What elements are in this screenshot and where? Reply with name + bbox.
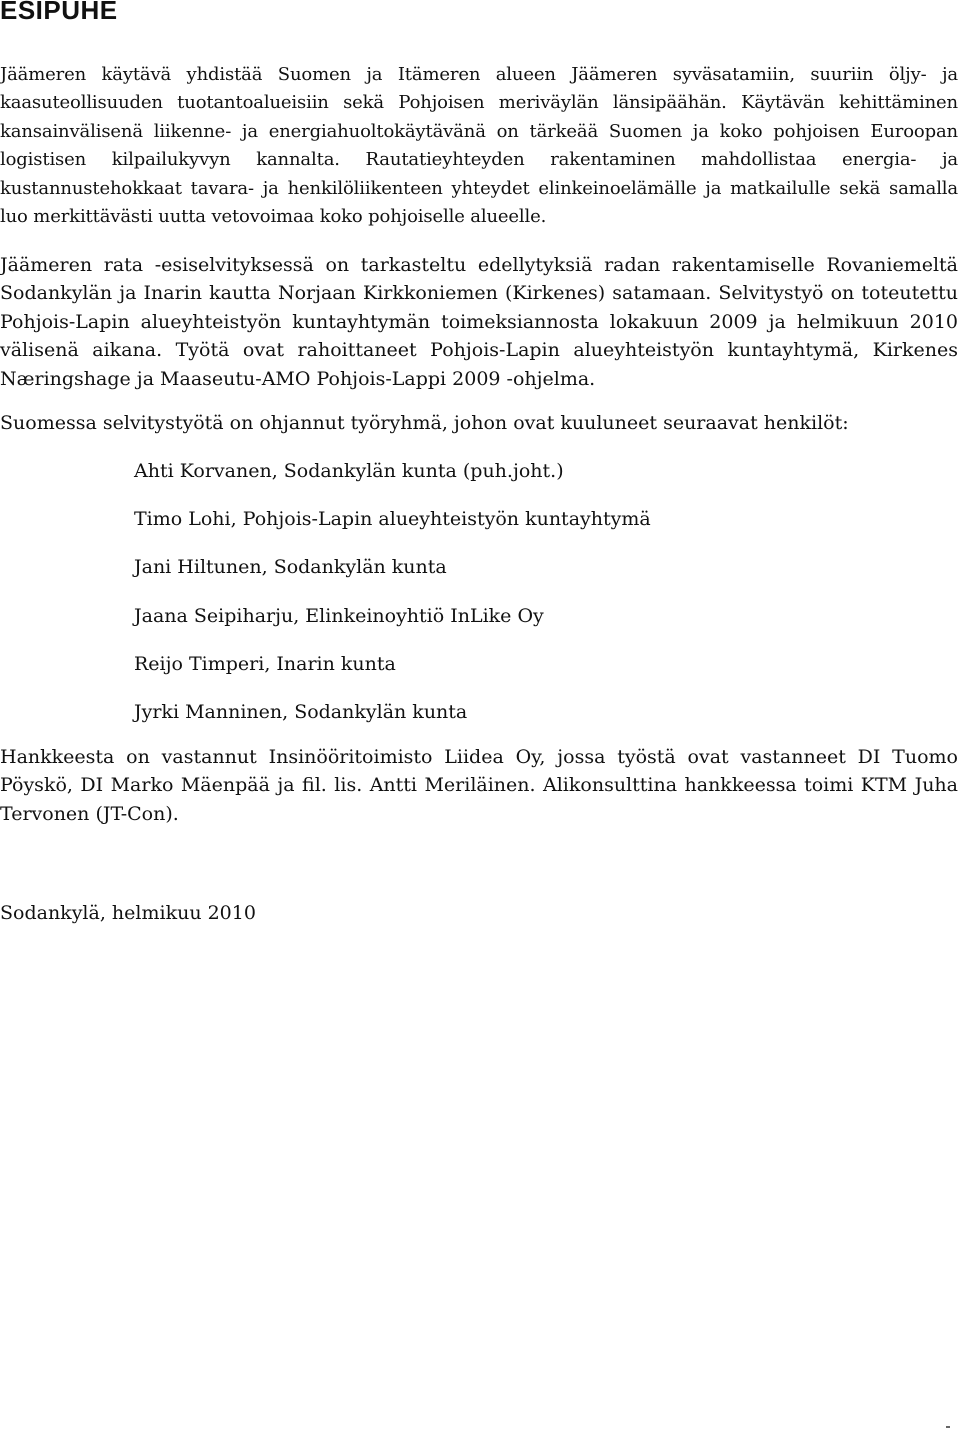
page-title: ESIPUHE xyxy=(0,0,118,25)
responsibility-paragraph: Hankkeesta on vastannut Insinööritoimisto Liidea Oy, jossa työstä ovat vastanneet DI Tuomo Pöyskö, DI Marko Mäenpää ja fil. lis. Antti Meriläinen. Alikonsulttina hankkeessa toimi KTM Juha Tervonen (JT-Con). xyxy=(0,746,958,825)
list-item: Jani Hiltunen, Sodankylän kunta xyxy=(134,556,447,579)
page-mark xyxy=(946,1426,950,1428)
working-group-intro: Suomessa selvitystyötä on ohjannut työryhmä, johon ovat kuuluneet seuraavat henkilöt: xyxy=(0,412,849,434)
study-paragraph: Jäämeren rata -esiselvityksessä on tarkasteltu edellytyksiä radan rakentamiselle Rovaniemeltä Sodankylän ja Inarin kautta Norjaan Kirkkoniemen (Kirkenes) satamaan. Selvitystyö on toteutettu Pohjois-Lapin alueyhteistyön kuntayhtymän toimeksiannosta lokakuun 2009 ja helmikuun 2010 välisenä aikana. Työtä ovat rahoittaneet Pohjois-Lapin alueyhteistyön kuntayhtymä, Kirkenes Næringshage ja Maaseutu-AMO Pohjois-Lappi 2009 -ohjelma. xyxy=(0,254,958,390)
list-item: Jaana Seipiharju, Elinkeinoyhtiö InLike Oy xyxy=(134,604,544,627)
list-item: Reijo Timperi, Inarin kunta xyxy=(134,652,396,675)
list-item: Jyrki Manninen, Sodankylän kunta xyxy=(134,700,468,723)
list-item: Ahti Korvanen, Sodankylän kunta (puh.joht.) xyxy=(134,460,564,482)
place-and-date: Sodankylä, helmikuu 2010 xyxy=(0,902,256,924)
intro-paragraph: Jäämeren käytävä yhdistää Suomen ja Itämeren alueen Jäämeren syväsatamiin, suuriin öljy- ja kaasuteollisuuden tuotantoalueisiin sekä Pohjoisen meriväylän länsipäähän. Käytävän kehittäminen kansainvälisenä liikenne- ja energiahuoltokäytävänä on tärkeää Suomen ja koko pohjoisen Euroopan logistisen kilpailukyvyn kannalta. Rautatieyhteyden rakentaminen mahdollistaa energia- ja kustannustehokkaat tavara- ja henkilöliikenteen yhteydet elinkeinoelämälle ja matkailulle sekä samalla luo merkittävästi uutta vetovoimaa koko pohjoiselle alueelle. xyxy=(0,64,958,228)
list-item: Timo Lohi, Pohjois-Lapin alueyhteistyön kuntayhtymä xyxy=(134,508,651,531)
working-group-list xyxy=(134,457,651,746)
